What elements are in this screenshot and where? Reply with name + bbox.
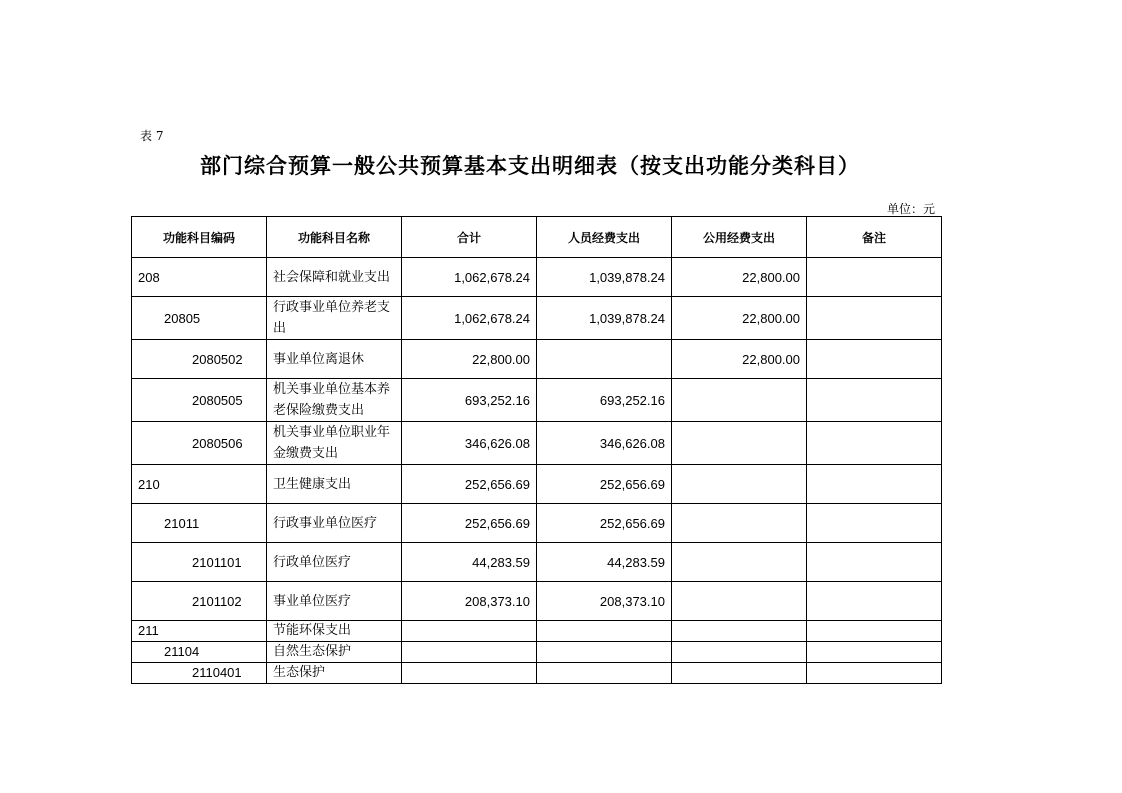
cell-public [672,504,807,543]
cell-code: 2101102 [132,582,267,621]
header-total: 合计 [402,217,537,258]
cell-code: 21104 [132,642,267,663]
cell-total: 1,062,678.24 [402,297,537,340]
cell-personnel: 252,656.69 [537,465,672,504]
header-personnel: 人员经费支出 [537,217,672,258]
unit-label: 单位：元 [886,202,935,216]
cell-note [807,582,942,621]
cell-public [672,543,807,582]
cell-note [807,340,942,379]
cell-public [672,642,807,663]
cell-name: 行政事业单位医疗 [267,504,402,543]
cell-total: 1,062,678.24 [402,258,537,297]
cell-public: 22,800.00 [672,297,807,340]
cell-code: 2080505 [132,379,267,422]
cell-name: 社会保障和就业支出 [267,258,402,297]
cell-name: 行政单位医疗 [267,543,402,582]
cell-name: 机关事业单位基本养老保险缴费支出 [267,379,402,422]
table-header-row [132,217,942,258]
cell-public: 22,800.00 [672,340,807,379]
cell-code: 20805 [132,297,267,340]
cell-code: 210 [132,465,267,504]
page-title: 部门综合预算一般公共预算基本支出明细表（按支出功能分类科目） [200,154,860,178]
cell-total: 22,800.00 [402,340,537,379]
cell-total: 252,656.69 [402,465,537,504]
cell-total: 44,283.59 [402,543,537,582]
cell-note [807,543,942,582]
cell-code: 208 [132,258,267,297]
header-note: 备注 [807,217,942,258]
cell-total: 208,373.10 [402,582,537,621]
cell-note [807,422,942,465]
cell-total: 346,626.08 [402,422,537,465]
cell-personnel: 1,039,878.24 [537,297,672,340]
table-row [132,258,942,297]
table-row [132,379,942,422]
cell-name: 事业单位医疗 [267,582,402,621]
cell-public: 22,800.00 [672,258,807,297]
cell-note [807,297,942,340]
cell-name: 事业单位离退休 [267,340,402,379]
cell-name: 行政事业单位养老支出 [267,297,402,340]
cell-public [672,621,807,642]
cell-public [672,422,807,465]
cell-personnel: 693,252.16 [537,379,672,422]
cell-note [807,379,942,422]
table-row [132,663,942,684]
cell-note [807,504,942,543]
table-row [132,465,942,504]
cell-total [402,663,537,684]
cell-name: 生态保护 [267,663,402,684]
cell-name: 机关事业单位职业年金缴费支出 [267,422,402,465]
cell-personnel: 346,626.08 [537,422,672,465]
cell-code: 2080502 [132,340,267,379]
table-row [132,543,942,582]
header-public: 公用经费支出 [672,217,807,258]
cell-code: 2101101 [132,543,267,582]
cell-public [672,663,807,684]
table-label: 表 7 [140,129,164,143]
cell-personnel [537,663,672,684]
cell-personnel [537,340,672,379]
cell-total: 693,252.16 [402,379,537,422]
cell-personnel: 1,039,878.24 [537,258,672,297]
cell-personnel [537,621,672,642]
cell-name: 节能环保支出 [267,621,402,642]
table-row [132,297,942,340]
table-row [132,422,942,465]
table-row [132,504,942,543]
cell-code: 2080506 [132,422,267,465]
header-name: 功能科目名称 [267,217,402,258]
table-row [132,582,942,621]
cell-code: 2110401 [132,663,267,684]
cell-note [807,663,942,684]
cell-note [807,621,942,642]
cell-note [807,465,942,504]
table-row [132,642,942,663]
cell-public [672,379,807,422]
cell-public [672,465,807,504]
table-row [132,340,942,379]
cell-personnel: 44,283.59 [537,543,672,582]
cell-code: 211 [132,621,267,642]
cell-total: 252,656.69 [402,504,537,543]
budget-table [131,216,942,684]
cell-total [402,621,537,642]
cell-note [807,258,942,297]
cell-public [672,582,807,621]
cell-personnel: 208,373.10 [537,582,672,621]
table-row [132,621,942,642]
cell-code: 21011 [132,504,267,543]
cell-personnel [537,642,672,663]
cell-name: 自然生态保护 [267,642,402,663]
cell-name: 卫生健康支出 [267,465,402,504]
cell-personnel: 252,656.69 [537,504,672,543]
header-code: 功能科目编码 [132,217,267,258]
cell-total [402,642,537,663]
cell-note [807,642,942,663]
